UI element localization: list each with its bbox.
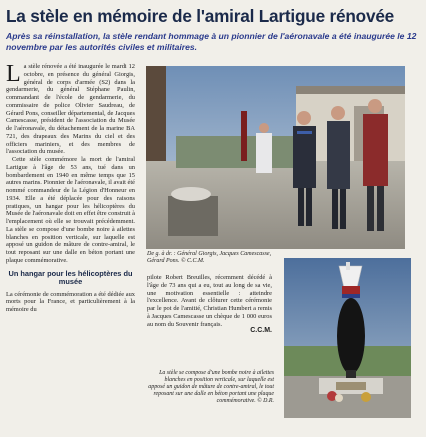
paragraph-ceremony: La cérémonie de commémoration a été dédiée aux morts pour la France, et particulièrement à la mémoire du: [6, 290, 135, 314]
photo-stele: [284, 258, 411, 418]
article-standfirst: Après sa réinstallation, la stèle rendant hommage à un pionnier de l'aéronavale a été inaugurée le 12 novembre par les autorités civiles et militaires.: [6, 31, 417, 52]
paragraph-stele: Cette stèle commémore la mort de l'amiral Lartigue à l'âge de 53 ans, tué dans un bombardement en 1940 en même temps que 15 autres marins. Pionnier de l'aéronavale, il avait été nommé commandeur de la Légion d'Honneur en 1934. Elle a été déplacée pour des raisons pratiques, un hangar pour les hélicoptères du Musée de l'aéronavale doit en effet être construit à l'emplacement où elle se trouvait précédemment. La stèle se compose d'une bombe noire à ailettes blanches en position verticale, sur laquelle est apposé un guidon de mâture de contre-amiral, le tout reposant sur une dalle en béton portant une plaque commémorative.: [6, 156, 135, 264]
drop-cap: L: [6, 61, 21, 87]
photo-caption-officials: De g. à dr. : Général Giorgis, Jacques Camescasse, Gérard Pons. © C.C.M.: [147, 251, 272, 264]
article-headline: La stèle en mémoire de l'amiral Lartigue rénovée: [6, 6, 395, 26]
paragraph-closing: pilote Robert Breuilles, récemment décédé à l'âge de 73 ans qui a eu, tout au long de sa vie, une motivation essentielle : atteindre l'excellence. Avant de clôturer cette cérémonie par le pot de l'amitié, Christian Humbert a remis à Jacques Camescasse un chèque de 1 000 euros au nom du Souvenir français.: [147, 274, 272, 328]
article-column-right: [147, 274, 272, 335]
photo-stele-graphic: [284, 258, 411, 418]
article-signature: C.C.M.: [250, 327, 272, 335]
article-column-left: [6, 63, 135, 314]
photo-officials-at-stele: [146, 66, 405, 249]
paragraph-intro-text: a stèle rénovée a été inaugurée le mardi 12 octobre, en présence du général Giorgis, général de corps d'armée (S2) dans la gendarmerie, du général Stéphane Paulin, commandant de l'école de gendarmerie, du commissaire de police Olivier Saudreau, de Gérard Pons, conseiller départemental, de Jacques Camescasse, président de l'association du Musée de l'aéronavale, du détachement de la marine BA 721, des drapeaux des Marins du ciel et des officiers mariniers, et des membres de l'association du musée.: [6, 63, 135, 156]
photo-caption-stele: La stèle se compose d'une bombe noire à ailettes blanches en position verticale, sur laquelle est apposé un guidon de mâture de contre-amiral, le tout reposant sur une dalle en béton portant une plaque commémorative. © D.R.: [148, 370, 274, 405]
article-subheading: Un hangar pour les hélicoptères du musée: [8, 268, 133, 287]
photo-officials-graphic: [146, 66, 405, 249]
paragraph-intro: [6, 63, 135, 156]
